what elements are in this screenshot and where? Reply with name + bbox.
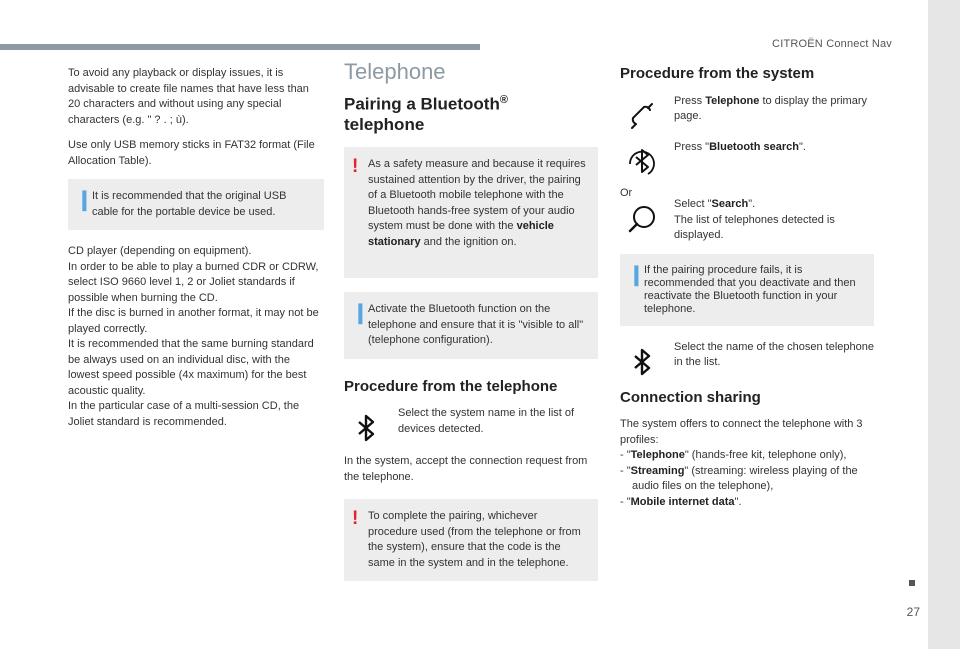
profile-desc: " (streaming: wireless playing of the audio files on the telephone), <box>632 464 858 492</box>
procedure-system-heading: Procedure from the system <box>620 65 815 82</box>
warning-safety-bold: vehicle stationary <box>368 220 554 248</box>
cd-line: In order to be able to play a burned CDR or CDRW, select ISO 9660 level 1, 2 or Joliet standards if possible when burning the CD. <box>68 260 319 304</box>
profile-name: Streaming <box>630 464 685 477</box>
step1-text: Press <box>674 94 706 107</box>
pairing-heading <box>344 90 598 136</box>
procedure-phone-heading: Procedure from the telephone <box>344 377 558 395</box>
header-rule <box>0 44 480 50</box>
step1-bold: Telephone <box>705 94 760 107</box>
connection-sharing-heading: Connection sharing <box>620 388 761 406</box>
step-select-name-text: Select the system name in the list of devices detected. <box>398 407 575 435</box>
profile-dash: - " <box>620 495 631 508</box>
bluetooth-icon <box>348 410 384 446</box>
step-search <box>620 197 874 244</box>
filename-advice: To avoid any playback or display issues, it is advisable to create file names that have less than 20 characters and without using any special characters (e.g. " ? . ; ù). <box>68 67 309 126</box>
warning-box-safety <box>344 147 598 278</box>
step-select-telephone <box>620 340 874 376</box>
exclamation-icon: ! <box>352 156 359 178</box>
step-select-system-name <box>344 406 598 442</box>
step3-text-end: ". <box>748 198 756 210</box>
profile-name: Telephone <box>630 449 685 461</box>
step3-text: Select " <box>674 198 712 210</box>
info-usb-text: It is recommended that the original USB cable for the portable device be used. <box>92 190 287 218</box>
profile-item <box>620 448 874 464</box>
profile-dash: - " <box>620 449 631 461</box>
info-bar-icon: ❙ <box>352 302 369 325</box>
fat32-advice: Use only USB memory sticks in FAT32 format (File Allocation Table). <box>68 139 315 167</box>
brand-label: CITROËN Connect Nav <box>772 38 892 50</box>
profile-item <box>620 464 874 495</box>
accept-request-text: In the system, accept the connection request from the telephone. <box>344 455 588 483</box>
warning-box-code <box>344 499 598 581</box>
step3-bold: Search <box>711 198 749 210</box>
profile-dash: - " <box>620 464 631 477</box>
column-system-procedure <box>620 66 874 510</box>
profile-desc: " (hands-free kit, telephone only), <box>684 449 847 461</box>
step2-text: Press " <box>674 140 710 153</box>
step4-text: Select the name of the chosen telephone in the list. <box>674 340 874 368</box>
bluetooth-icon <box>624 344 660 380</box>
cd-line: CD player (depending on equipment). <box>68 245 252 257</box>
pairing-heading-text: Pairing a Bluetooth <box>344 94 500 114</box>
bluetooth-search-icon <box>624 144 660 180</box>
section-title: Telephone <box>344 59 446 84</box>
page-number: 27 <box>906 605 920 619</box>
info-activate-text: Activate the Bluetooth function on the telephone and ensure that it is "visible to all" (telephone configuration). <box>368 303 584 347</box>
profile-desc: ". <box>734 495 742 508</box>
or-label: Or <box>620 186 633 199</box>
info-box-fail <box>620 254 874 326</box>
step-bluetooth-search <box>620 140 874 176</box>
pairing-heading-text-2: telephone <box>344 115 425 135</box>
warning-safety-text: As a safety measure and because it requires sustained attention by the driver, the pairing of a Bluetooth mobile telephone with the Bluetooth hands-free system of your audio system must be done with the <box>368 158 586 233</box>
cd-player-text <box>68 244 324 430</box>
profile-name: Mobile internet data <box>630 495 735 508</box>
step2-bold: Bluetooth search <box>709 140 799 153</box>
step3-line2: The list of telephones detected is displayed. <box>674 213 835 241</box>
cd-line: It is recommended that the same burning standard be always used on an individual disc, with the lowest speed possible (4x maximum) for the best acoustic quality. <box>68 338 314 397</box>
info-bar-icon: ❙ <box>76 189 93 211</box>
step2-text-end: ". <box>798 140 806 153</box>
info-fail-text: If the pairing procedure fails, it is recommended that you deactivate and then reactivate the Bluetooth function in your telephone. <box>644 263 856 315</box>
search-icon <box>624 201 660 237</box>
info-bar-icon: ❙ <box>628 263 645 286</box>
warning-safety-text-end: and the ignition on. <box>420 235 517 248</box>
sharing-intro: The system offers to connect the telephone with 3 profiles: <box>620 418 863 446</box>
info-box-usb-cable <box>68 179 324 230</box>
cd-line: In the particular case of a multi-session CD, the Joliet standard is recommended. <box>68 400 300 428</box>
column-usb-cd <box>68 66 324 430</box>
profile-item <box>620 495 874 511</box>
info-box-activate <box>344 292 598 359</box>
page-edge-band <box>928 0 960 649</box>
cd-line: If the disc is burned in another format, it may not be played correctly. <box>68 307 319 335</box>
step1-text-end: to display the primary page. <box>674 94 867 122</box>
exclamation-icon: ! <box>352 508 359 530</box>
end-of-section-mark <box>909 580 915 586</box>
warning-code-text: To complete the pairing, whichever procedure used (from the telephone or from the system), ensure that the code is the same in the system and in the telephone. <box>368 510 581 569</box>
registered-mark: ® <box>499 93 508 106</box>
step-press-telephone <box>620 94 874 130</box>
telephone-handset-icon <box>624 98 660 134</box>
column-pairing <box>344 59 598 595</box>
